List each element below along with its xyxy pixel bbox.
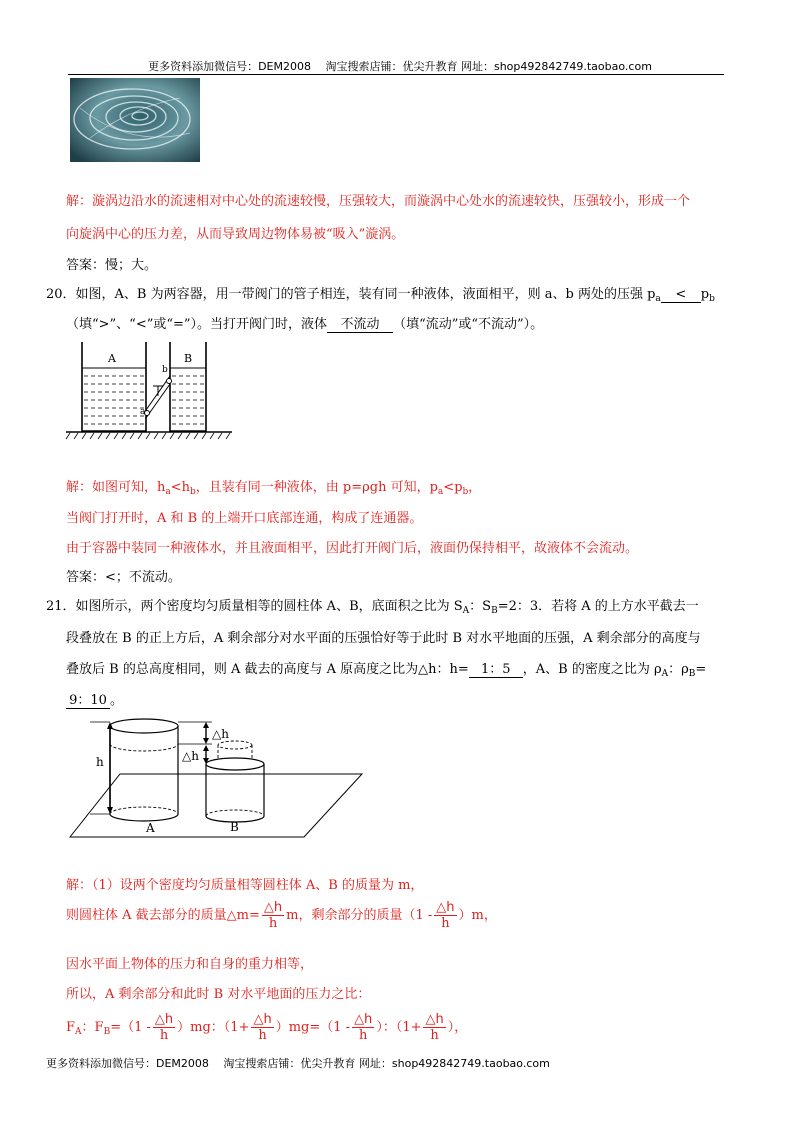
q20-blank1: < (661, 287, 701, 303)
q21-solution-line3: 因水平面上物体的压力和自身的重力相等， (66, 957, 314, 972)
q21-blank1: 1：5 (469, 658, 523, 678)
q20-solution-line1: 解：如图可知，$h_a<h_b$，且装有同一种液体，由 p=ρgh 可知，$p_a<p_b$， (66, 480, 482, 497)
q20-solution-line2: 当阀门打开时，A 和 B 的上端开口底部连通，构成了连通器。 (66, 511, 423, 526)
page-footer: 更多资料添加微信号：DEM2008 淘宝搜索店铺：优尖升教育 网址：shop492842749.taobao.com (46, 1057, 550, 1070)
q21-solution-line1: 解：（1）设两个密度均匀质量相等圆柱体 A、B 的质量为 m， (66, 878, 424, 893)
q21-cylinder-figure (66, 714, 366, 842)
q21-stem-line2: 段叠放在 B 的正上方后，A 剩余部分对水平面的压强恰好等于此时 B 对水平地面的压强，A 剩余部分的高度与 (66, 631, 701, 646)
fig-label-b: b (162, 365, 168, 375)
q21-solution-line5: $F_A$：$F_B=(1$ - $\frac{\triangle h}{h}$ ）mg：（1+ $\frac{\triangle h}{h}$ ）mg=（1 - $\frac{\triangle h}{h}$ ）：（1+ $\frac{\triangle h}{h}$ ）， (66, 1012, 468, 1043)
fig-label-A: A (108, 352, 116, 365)
q20-stem-line2: （填“>”、“<”或“=”）。当打开阀门时，液体 不流动 （填“流动”或“不流动”）。 (66, 313, 543, 333)
whirlpool-photo (70, 78, 200, 162)
q20-stem-line1: 20．如图，A、B 为两容器，用一带阀门的管子相连，装有同一种液体，液面相平，则 a、b 两处的压强 $p_a < p_b$ (46, 287, 715, 304)
q20-container-figure (64, 336, 234, 440)
q20-blank2: 不流动 (327, 313, 393, 333)
fig-label-dh2: △h (182, 749, 199, 763)
q21-solution-line2: 则圆柱体 A 截去部分的质量△m= $\frac{\triangle h}{h}$ m，剩余部分的质量（1 - $\frac{\triangle h}{h}$ ）m， (66, 900, 497, 931)
q21-stem-line1: 21．如图所示，两个密度均匀质量相等的圆柱体 A、B，底面积之比为 $S_A$：$S_B=2$：3．若将 A 的上方水平截去一 (46, 599, 699, 616)
fig-label-cyl-A: A (146, 821, 155, 835)
fig-label-dh1: △h (212, 727, 229, 741)
q19-answer: 答案：慢；大。 (66, 258, 158, 273)
q21-stem-line3: 叠放后 B 的总高度相同，则 A 截去的高度与 A 原高度之比为△h：h= 1：5 ，A、B 的密度之比为 $\rho_A$：$\rho_B=$ (66, 658, 706, 679)
q20-answer: 答案：<；不流动。 (66, 570, 181, 585)
q19-solution-line1: 解：漩涡边沿水的流速相对中心处的流速较慢，压强较大，而漩涡中心处水的流速较快，压强较小，形成一个 (66, 194, 691, 209)
q21-solution-line4: 所以，A 剩余部分和此时 B 对水平地面的压力之比： (66, 987, 371, 1002)
header-divider (68, 74, 724, 75)
q19-solution-line2: 向旋涡中心的压力差，从而导致周边物体易被“吸入”漩涡。 (66, 227, 405, 242)
q20-solution-line3: 由于容器中装同一种液体水，并且液面相平，因此打开阀门后，液面仍保持相平，故液体不会流动。 (66, 541, 639, 556)
q21-stem-line4: 9：10 。 (66, 689, 123, 709)
fig-label-B: B (184, 352, 193, 365)
fig-label-h: h (96, 755, 104, 769)
fig-label-a: a (140, 407, 146, 417)
fig-label-cyl-B: B (230, 820, 239, 834)
page-header: 更多资料添加微信号：DEM2008 淘宝搜索店铺：优尖升教育 网址：shop492842749.taobao.com (148, 60, 652, 73)
q21-blank2: 9：10 (66, 689, 110, 709)
